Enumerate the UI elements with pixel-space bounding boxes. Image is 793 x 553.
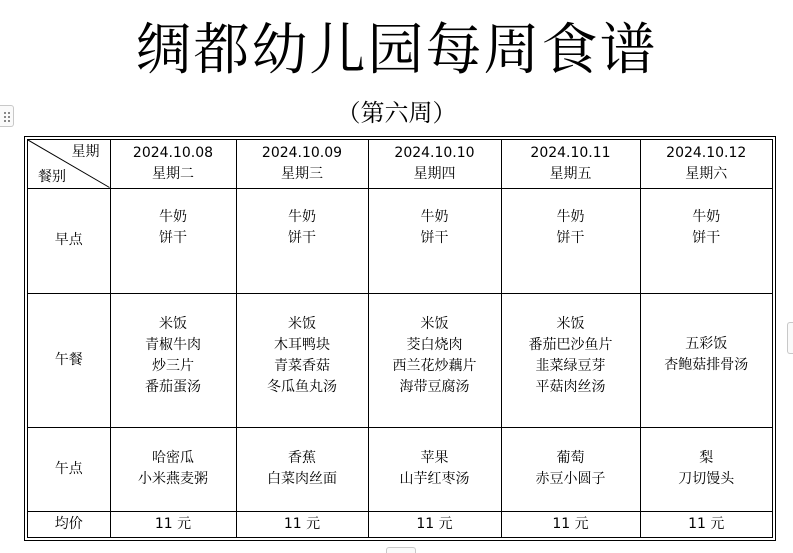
page-subtitle: （第六周） xyxy=(336,99,457,127)
dish: 哈密瓜 xyxy=(152,449,194,466)
dish: 饼干 xyxy=(692,229,721,246)
weekly-menu-table xyxy=(24,136,776,541)
day-header-cell xyxy=(110,140,236,188)
dish: 五彩饭 xyxy=(685,335,728,352)
day-date: 2024.10.11 xyxy=(530,144,611,161)
day-weekday: 星期五 xyxy=(549,165,592,182)
menu-cell xyxy=(501,293,640,427)
price-cell: 11 元 xyxy=(110,511,236,537)
day-header-cell xyxy=(368,140,501,188)
dish: 刀切馒头 xyxy=(678,470,735,487)
menu-cell xyxy=(236,188,368,293)
day-weekday: 星期四 xyxy=(413,165,456,182)
dish: 苹果 xyxy=(420,449,449,466)
dish: 牛奶 xyxy=(692,208,721,225)
day-weekday: 星期二 xyxy=(152,165,194,182)
price-cell: 11 元 xyxy=(501,511,640,537)
lunch-row xyxy=(28,293,772,427)
dish: 饼干 xyxy=(288,229,316,246)
dish: 海带豆腐汤 xyxy=(399,378,470,395)
dish: 饼干 xyxy=(159,229,187,246)
dish: 番茄巴沙鱼片 xyxy=(528,336,613,353)
table-move-handle[interactable] xyxy=(0,105,14,127)
dish: 香蕉 xyxy=(288,449,316,466)
dish: 炒三片 xyxy=(152,357,194,374)
menu-cell xyxy=(640,427,772,511)
day-header-cell xyxy=(501,140,640,188)
menu-cell xyxy=(501,188,640,293)
dish: 饼干 xyxy=(420,229,449,246)
dish: 青菜香菇 xyxy=(274,357,330,374)
menu-cell xyxy=(110,293,236,427)
day-date: 2024.10.10 xyxy=(394,144,475,161)
dish: 牛奶 xyxy=(420,208,449,225)
menu-cell xyxy=(640,188,772,293)
dish: 茭白烧肉 xyxy=(406,336,463,353)
header-row xyxy=(28,140,772,188)
dish: 梨 xyxy=(699,449,714,466)
dish: 青椒牛肉 xyxy=(145,336,201,353)
menu-cell xyxy=(236,293,368,427)
dish: 赤豆小圆子 xyxy=(535,470,606,487)
day-date: 2024.10.09 xyxy=(261,144,343,161)
meal-label-cell: 午餐 xyxy=(28,293,110,427)
menu-cell xyxy=(640,293,772,427)
day-header-cell xyxy=(236,140,368,188)
menu-cell xyxy=(368,427,501,511)
dish: 西兰花炒藕片 xyxy=(392,357,477,374)
menu-cell xyxy=(110,427,236,511)
corner-meal-label: 餐别 xyxy=(38,168,66,185)
price-row xyxy=(28,511,772,537)
corner-header-cell xyxy=(28,140,110,188)
breakfast-row xyxy=(28,188,772,293)
price-label-cell: 均价 xyxy=(28,511,110,537)
dish: 番茄蛋汤 xyxy=(145,378,201,395)
dish: 牛奶 xyxy=(556,208,585,225)
dish: 平菇肉丝汤 xyxy=(535,378,606,395)
menu-cell xyxy=(368,188,501,293)
menu-cell xyxy=(501,427,640,511)
dish: 冬瓜鱼丸汤 xyxy=(267,378,337,395)
page-title: 绸都幼儿园每周食谱 xyxy=(135,18,658,83)
corner-weekday-label: 星期 xyxy=(71,144,100,160)
dish: 牛奶 xyxy=(288,208,316,225)
dish: 米饭 xyxy=(159,315,187,332)
dish: 米饭 xyxy=(420,315,449,332)
bottom-edge-handle[interactable] xyxy=(386,547,416,553)
dish: 葡萄 xyxy=(556,449,585,466)
dish: 米饭 xyxy=(556,315,585,332)
dish: 杏鲍菇排骨汤 xyxy=(664,356,749,373)
day-date: 2024.10.08 xyxy=(132,144,214,161)
afternoon-snack-row xyxy=(28,427,772,511)
menu-cell xyxy=(368,293,501,427)
meal-label-cell: 午点 xyxy=(28,427,110,511)
day-weekday: 星期六 xyxy=(685,165,728,182)
meal-label-cell: 早点 xyxy=(28,188,110,293)
day-header-cell xyxy=(640,140,772,188)
dish: 白菜肉丝面 xyxy=(267,470,337,487)
right-edge-handle[interactable] xyxy=(787,322,793,354)
dish: 牛奶 xyxy=(159,208,187,225)
price-cell: 11 元 xyxy=(368,511,501,537)
dish: 小米燕麦粥 xyxy=(138,470,208,487)
dish: 米饭 xyxy=(288,315,316,332)
price-cell: 11 元 xyxy=(236,511,368,537)
dish: 山芋红枣汤 xyxy=(399,470,470,487)
dish: 木耳鸭块 xyxy=(274,336,330,353)
dish: 饼干 xyxy=(556,229,585,246)
menu-cell xyxy=(236,427,368,511)
menu-cell xyxy=(110,188,236,293)
day-weekday: 星期三 xyxy=(281,165,323,182)
price-cell: 11 元 xyxy=(640,511,772,537)
day-date: 2024.10.12 xyxy=(666,144,747,161)
dish: 韭菜绿豆芽 xyxy=(535,357,606,374)
